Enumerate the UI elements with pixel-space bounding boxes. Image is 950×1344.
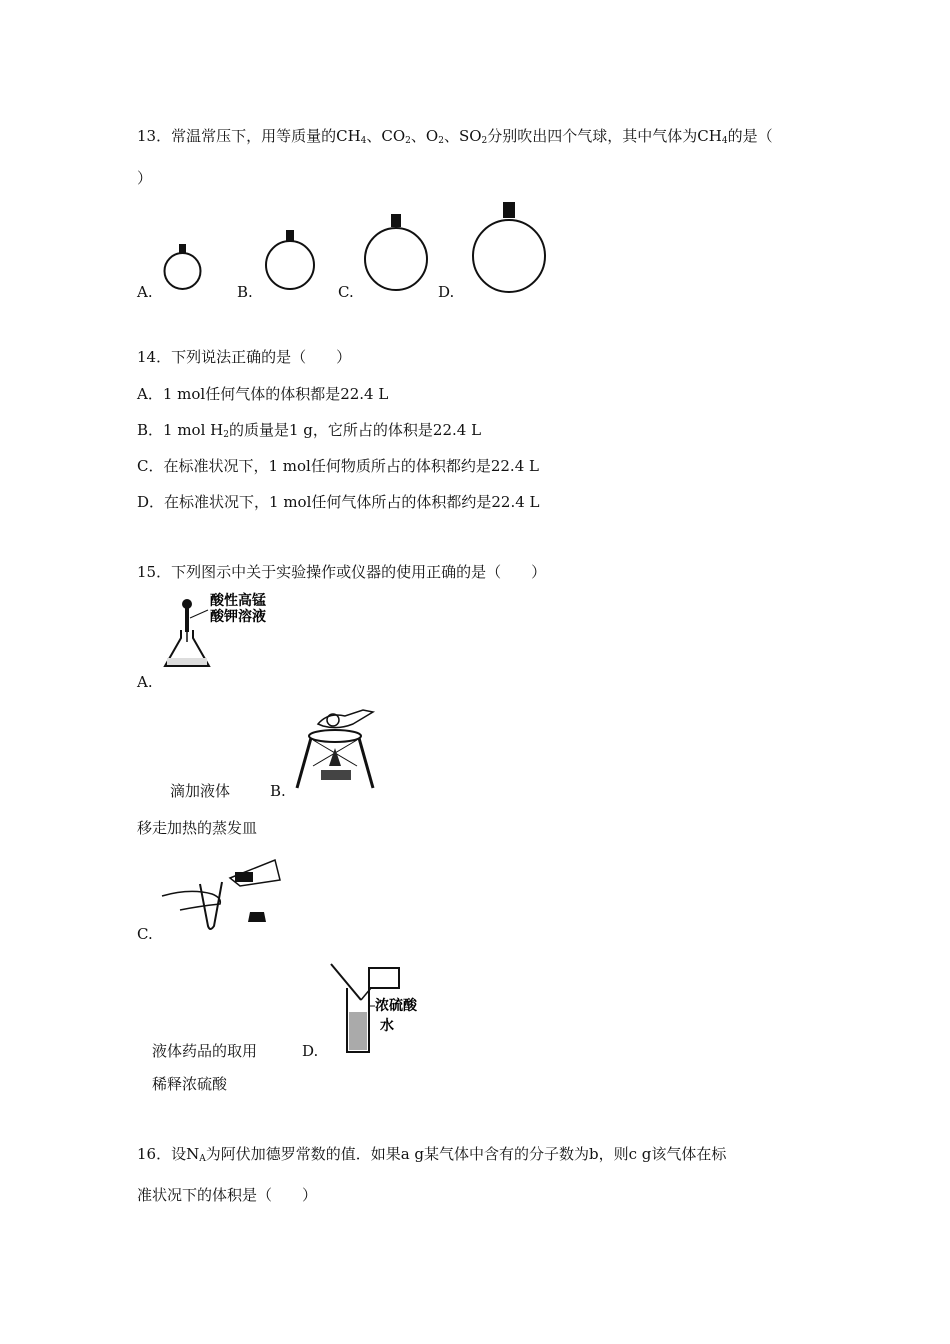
- q15-option-b: B.: [270, 782, 286, 800]
- q15-option-d: D.: [302, 1042, 319, 1060]
- q13-stem-line2: ）: [137, 169, 153, 187]
- q13-option-c: C.: [338, 283, 354, 301]
- q15-caption-d: 稀释浓硫酸: [152, 1075, 228, 1093]
- test-tube-pouring-figure: [160, 850, 290, 930]
- dropper-flask-figure: [160, 590, 310, 672]
- q14-option-a: A．1 mol任何气体的体积都是22.4 L: [137, 385, 389, 403]
- q15-option-c: C.: [137, 925, 153, 943]
- fig-d-label-1: 浓硫酸: [375, 998, 417, 1014]
- q14-option-c: C．在标准状况下，1 mol任何物质所占的体积都约是22.4 L: [137, 457, 539, 475]
- acid-dilution-figure: [325, 958, 425, 1058]
- fig-d-label-2: 水: [380, 1018, 394, 1034]
- evaporating-dish-figure: [293, 706, 383, 792]
- balloon-b-figure: [262, 228, 318, 294]
- q13-option-a: A.: [137, 283, 153, 301]
- q16-stem-line2: 准状况下的体积是（ ）: [137, 1186, 318, 1204]
- q14-option-b: B．1 mol $H_2$的质量是1 g，它所占的体积是22.4 L: [137, 421, 482, 440]
- q14-stem: 14．下列说法正确的是（ ）: [137, 348, 352, 366]
- q15-caption-c: 液体药品的取用: [152, 1042, 258, 1060]
- balloon-c-figure: [362, 212, 430, 294]
- q13-option-d: D.: [438, 283, 455, 301]
- q13-option-b: B.: [237, 283, 253, 301]
- q15-caption-a: 滴加液体: [170, 782, 231, 800]
- balloon-a-figure: [160, 240, 206, 294]
- fig-a-label-2: 酸钾溶液: [210, 609, 266, 625]
- balloon-d-figure: [470, 200, 548, 296]
- q13-stem: 13．常温常压下，用等质量的$CH_4$、$CO_2$、$O_2$、$SO_2$分别吹出四个气球，其中气体为$CH_4$的是（: [137, 127, 773, 146]
- q15-caption-b: 移走加热的蒸发皿: [137, 819, 258, 837]
- q15-option-a: A.: [137, 673, 153, 691]
- q16-stem: 16．设$N_A$为阿伏加德罗常数的值．如果a g某气体中含有的分子数为b，则c g该气体在标: [137, 1145, 727, 1164]
- q15-stem: 15．下列图示中关于实验操作或仪器的使用正确的是（ ）: [137, 563, 547, 581]
- q14-option-d: D．在标准状况下，1 mol任何气体所占的体积都约是22.4 L: [137, 493, 540, 511]
- fig-a-label-1: 酸性高锰: [210, 593, 266, 609]
